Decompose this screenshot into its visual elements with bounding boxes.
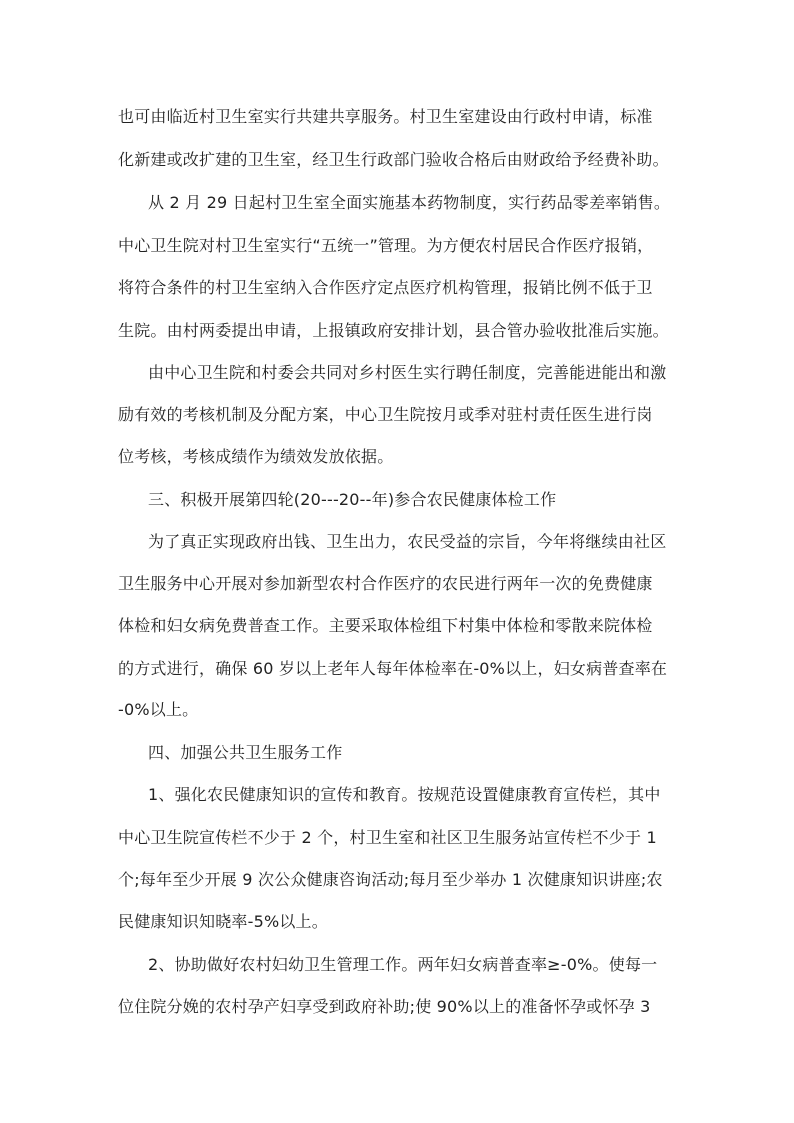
text-line: 化新建或改扩建的卫生室，经卫生行政部门验收合格后由财政给予经费补助。 [118,150,669,169]
text-line: 的方式进行，确保 60 岁以上老年人每年体检率在-0%以上，妇女病普查率在 [118,659,668,678]
text-line: 中心卫生院宣传栏不少于 2 个，村卫生室和社区卫生服务站宣传栏不少于 1 [118,828,657,847]
paragraph-start-line: 从 2 月 29 日起村卫生室全面实施基本药物制度，实行药品零差率销售。 [148,193,671,212]
text-line: 位考核，考核成绩作为绩效发放依据。 [118,447,394,466]
paragraph-start-line: 1、强化农民健康知识的宣传和教育。按规范设置健康教育宣传栏，其中 [148,785,661,804]
section-heading: 四、加强公共卫生服务工作 [148,743,343,762]
text-line: 将符合条件的村卫生室纳入合作医疗定点医疗机构管理，报销比例不低于卫 [118,278,653,297]
text-line: 体检和妇女病免费普查工作。主要采取体检组下村集中体检和零散来院体检 [118,616,653,635]
text-line: 生院。由村两委提出申请，上报镇政府安排计划，县合管办验收批准后实施。 [118,321,669,340]
paragraph-start-line: 2、协助做好农村妇幼卫生管理工作。两年妇女病普查率≥-0%。使每一 [148,955,658,974]
text-line: 励有效的考核机制及分配方案，中心卫生院按月或季对驻村责任医生进行岗 [118,405,653,424]
text-line: 位住院分娩的农村孕产妇享受到政府补助;使 90%以上的准备怀孕或怀孕 3 [118,997,651,1016]
paragraph-start-line: 为了真正实现政府出钱、卫生出力，农民受益的宗旨，今年将继续由社区 [148,532,667,551]
text-line: 中心卫生院对村卫生室实行“五统一”管理。为方便农村居民合作医疗报销， [118,236,654,255]
text-line: -0%以上。 [118,700,199,719]
text-line: 也可由临近村卫生室实行共建共享服务。村卫生室建设由行政村申请，标准 [118,107,653,126]
text-line: 个;每年至少开展 9 次公众健康咨询活动;每月至少举办 1 次健康知识讲座;农 [118,870,663,889]
section-heading: 三、积极开展第四轮(20---20--年)参合农民健康体检工作 [148,490,557,509]
text-line: 民健康知识知晓率-5%以上。 [118,912,328,931]
paragraph-start-line: 由中心卫生院和村委会共同对乡村医生实行聘任制度，完善能进能出和激 [148,363,667,382]
text-line: 卫生服务中心开展对参加新型农村合作医疗的农民进行两年一次的免费健康 [118,574,653,593]
